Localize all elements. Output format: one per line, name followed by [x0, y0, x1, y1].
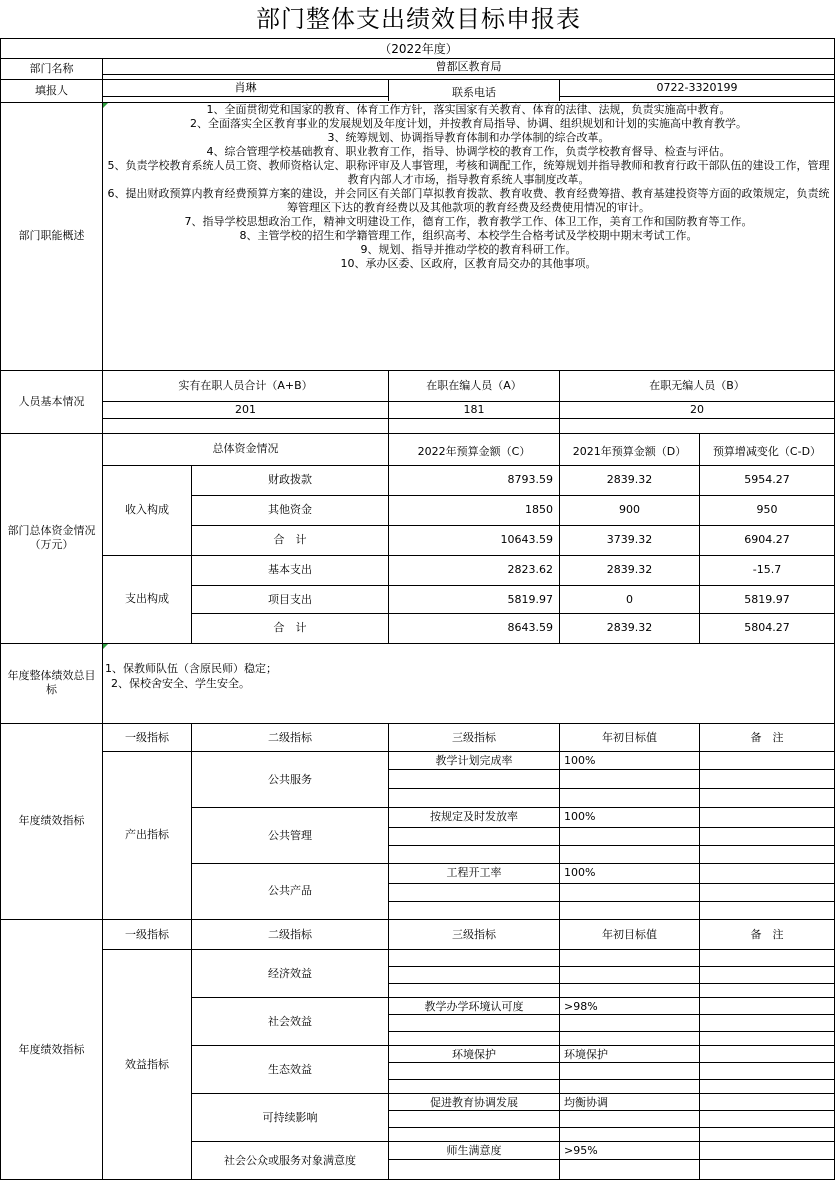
goal-text: [105, 661, 825, 691]
filler-label: 填报人: [35, 84, 68, 97]
function-line: 7、指导学校思想政治工作，精神文明建设工作，德育工作，教育教学工作、体卫工作，美育工作和国防教育等工作。: [184, 215, 753, 228]
expense-row-cd: 5804.27: [744, 621, 790, 634]
funds-header-d: 2021年预算金额（D）: [572, 444, 687, 458]
perf1-level2: 公共管理: [268, 828, 312, 842]
perf2-level2: 可持续影响: [262, 1110, 318, 1124]
perf2-target: >95%: [564, 1143, 598, 1157]
income-row-name: 其他资金: [268, 503, 312, 516]
header-level3: 三级指标: [452, 927, 496, 941]
expense-row-c: 5819.97: [507, 593, 553, 606]
grid-line: [191, 465, 192, 643]
expense-row-c: 8643.59: [507, 621, 553, 634]
grid-line: [388, 966, 835, 967]
goal-line-1: 1、保教师队伍（含原民师）稳定；: [105, 662, 277, 675]
perf1-target: 100%: [564, 865, 596, 879]
funds-header-overall: 总体资金情况: [212, 442, 279, 455]
perf1-level3: 工程开工率: [446, 865, 502, 879]
grid-line: [559, 79, 560, 101]
grid-line: [388, 1031, 835, 1032]
grid-line: [388, 1062, 835, 1063]
header-target: 年初目标值: [602, 730, 657, 744]
cell-comment-marker: [103, 103, 108, 108]
function-line: 3、统筹规划、协调指导教育体制和办学体制的综合改革。: [327, 131, 610, 144]
expense-row-cd: 5819.97: [744, 593, 790, 606]
expense-row-d: 0: [626, 593, 633, 606]
grid-line: [191, 807, 835, 808]
functions-label: 部门职能概述: [18, 229, 85, 242]
funds-header-cd: 预算增减变化（C-D）: [712, 444, 822, 458]
grid-line: [388, 723, 389, 919]
income-row-d: 900: [619, 503, 640, 516]
expense-row-d: 2839.32: [606, 621, 653, 634]
grid-line: [102, 949, 835, 950]
functions-text: [103, 103, 834, 369]
grid-line: [191, 723, 192, 919]
grid-line: [102, 96, 389, 97]
income-row-c: 10643.59: [500, 533, 553, 546]
perf1-level2: 公共产品: [268, 884, 312, 897]
function-line: 9、规划、指导并推动学校的教育科研工作。: [360, 243, 577, 256]
grid-line: [388, 769, 835, 770]
perf2-target: 环境保护: [564, 1047, 608, 1061]
grid-line: [0, 58, 835, 59]
grid-line: [191, 585, 835, 586]
perf2-level3: 教学办学环境认可度: [424, 999, 524, 1013]
function-line: 10、承办区委、区政府，区教育局交办的其他事项。: [340, 257, 597, 270]
perf1-label: 年度绩效指标: [18, 814, 85, 827]
personnel-value-total: 201: [235, 403, 256, 416]
grid-line: [191, 1093, 835, 1094]
filler-value: 肖琳: [234, 81, 257, 94]
grid-line: [191, 495, 835, 496]
grid-line: [191, 997, 835, 998]
grid-line: [388, 79, 389, 101]
income-row-cd: 6904.27: [744, 533, 790, 546]
grid-line: [388, 1127, 835, 1128]
header-level2: 二级指标: [268, 730, 312, 744]
perf2-label: 年度绩效指标: [18, 1043, 85, 1056]
cell-comment-marker: [103, 644, 108, 649]
income-row-cd: 950: [756, 503, 778, 516]
expense-row-name: 项目支出: [268, 593, 312, 606]
expense-row-c: 2823.62: [507, 563, 553, 576]
income-row-c: 1850: [525, 503, 553, 516]
header-remark: 备 注: [750, 730, 784, 744]
grid-line: [102, 418, 835, 419]
header-level1: 一级指标: [125, 730, 169, 744]
grid-line: [191, 613, 835, 614]
grid-line: [388, 1079, 835, 1080]
perf2-level2: 生态效益: [268, 1062, 312, 1076]
grid-line: [191, 525, 835, 526]
grid-line: [0, 79, 835, 80]
grid-line: [388, 1014, 835, 1015]
grid-line: [388, 827, 835, 828]
header-level1: 一级指标: [125, 927, 169, 941]
funds-header-c: 2022年预算金额（C）: [417, 444, 531, 458]
grid-line: [388, 983, 835, 984]
grid-line: [102, 751, 835, 752]
grid-line: [388, 883, 835, 884]
income-row-cd: 5954.27: [744, 473, 790, 486]
dept-name-value: 曾都区教育局: [435, 59, 502, 73]
phone-value: 0722-3320199: [656, 81, 738, 94]
personnel-header-staffed: 在职在编人员（A）: [426, 379, 522, 392]
grid-line: [388, 788, 835, 789]
expense-row-name: 合 计: [273, 621, 307, 634]
income-label: 收入构成: [125, 503, 169, 516]
grid-line: [699, 723, 700, 919]
form-title: 部门整体支出绩效目标申报表: [256, 5, 581, 33]
function-line: 4、综合管理学校基础教育、职业教育工作，指导、协调学校的教育工作，负责学校教育督导、检查与评估。: [206, 145, 731, 158]
grid-line: [0, 370, 835, 371]
perf2-target: [560, 950, 699, 967]
goal-label: 年度整体绩效总目标: [7, 669, 96, 696]
header-level2: 二级指标: [268, 927, 312, 941]
dept-name-label: 部门名称: [29, 62, 74, 75]
header-target: 年初目标值: [602, 927, 657, 941]
grid-line: [388, 1159, 835, 1160]
grid-line: [102, 74, 835, 75]
grid-line: [388, 845, 835, 846]
header-remark: 备 注: [750, 927, 784, 941]
perf1-target: 100%: [564, 809, 596, 823]
income-row-name: 合 计: [273, 533, 307, 546]
goal-line-2: 2、保校舍安全、学生安全。: [111, 677, 250, 690]
perf1-level3: 教学计划完成率: [435, 753, 513, 767]
header-level3: 三级指标: [452, 730, 496, 744]
perf2-level2: 社会效益: [268, 1014, 312, 1028]
function-line: 1、全面贯彻党和国家的教育、体育工作方针，落实国家有关教育、体育的法律、法规，负责实施高中教育。: [206, 103, 731, 116]
grid-line: [102, 465, 835, 466]
perf2-level3: 师生满意度: [446, 1143, 502, 1157]
perf1-target: 100%: [564, 753, 596, 767]
income-row-d: 3739.32: [606, 533, 653, 546]
function-line: 5、负责学校教育系统人员工资、教师资格认定、职称评审及人事管理，考核和调配工作，统筹规划并指导教师和教育行政干部队伍的建设工作，管理教育内部人才市场，指导教育系统人事制度改革。: [107, 159, 830, 186]
perf2-target: >98%: [564, 999, 598, 1013]
function-line: 8、主管学校的招生和学籍管理工作，组织高考、本校学生合格考试及学校期中期末考试工作。: [239, 229, 698, 242]
perf2-level3: 环境保护: [452, 1047, 496, 1061]
grid-line: [559, 96, 835, 97]
perf2-level2: 经济效益: [268, 966, 312, 980]
personnel-label: 人员基本情况: [18, 394, 85, 408]
expense-row-name: 基本支出: [268, 563, 312, 576]
grid-line: [0, 919, 835, 920]
personnel-header-total: 实有在职人员合计（A+B）: [178, 379, 313, 392]
phone-label: 联系电话: [452, 86, 496, 99]
perf1-level2: 公共服务: [268, 772, 312, 786]
grid-line: [191, 1141, 835, 1142]
income-row-name: 财政拨款: [268, 473, 312, 486]
funds-label: 部门总体资金情况（万元）: [7, 524, 96, 551]
grid-line: [102, 555, 835, 556]
grid-line: [559, 723, 560, 919]
personnel-value-unstaffed: 20: [690, 403, 704, 416]
income-row-d: 2839.32: [606, 473, 653, 486]
perf2-target: 均衡协调: [564, 1095, 608, 1109]
grid-line: [388, 1110, 835, 1111]
grid-line: [102, 58, 103, 1179]
grid-line: [0, 38, 1, 1180]
perf2-level3: 促进教育协调发展: [430, 1095, 518, 1109]
expense-row-d: 2839.32: [606, 563, 653, 576]
grid-line: [834, 38, 835, 1180]
grid-line: [0, 433, 835, 434]
grid-line: [0, 723, 835, 724]
grid-line: [191, 863, 835, 864]
grid-line: [0, 38, 835, 39]
perf1-level3: 按规定及时发放率: [430, 809, 518, 823]
personnel-value-staffed: 181: [463, 403, 485, 416]
function-line: 6、提出财政预算内教育经费预算方案的建设，并会同区有关部门草拟教育拨款、教育收费、教育经费筹措、教育基建投资等方面的政策规定，负责统筹管理区下达的教育经费以及其他款项的教育经费及经费使用情况的审计。: [107, 187, 830, 214]
expense-row-cd: -15.7: [752, 563, 782, 576]
expense-label: 支出构成: [125, 592, 169, 605]
function-line: 2、全面落实全区教育事业的发展规划及年度计划，并按教育局指导、协调、组织规划和计划的实施高中教育教学。: [190, 117, 747, 130]
grid-line: [388, 901, 835, 902]
income-row-c: 8793.59: [507, 473, 553, 486]
form-year: （2022年度）: [379, 42, 458, 56]
grid-line: [191, 1045, 835, 1046]
personnel-header-unstaffed: 在职无编人员（B）: [649, 379, 745, 392]
perf1-level1: 产出指标: [125, 828, 169, 841]
perf2-level3: [389, 950, 559, 967]
perf2-level2: 社会公众或服务对象满意度: [224, 1154, 356, 1167]
grid-line: [0, 102, 835, 103]
grid-line: [102, 401, 835, 402]
grid-line: [0, 643, 835, 644]
perf2-level1: 效益指标: [125, 1058, 169, 1071]
